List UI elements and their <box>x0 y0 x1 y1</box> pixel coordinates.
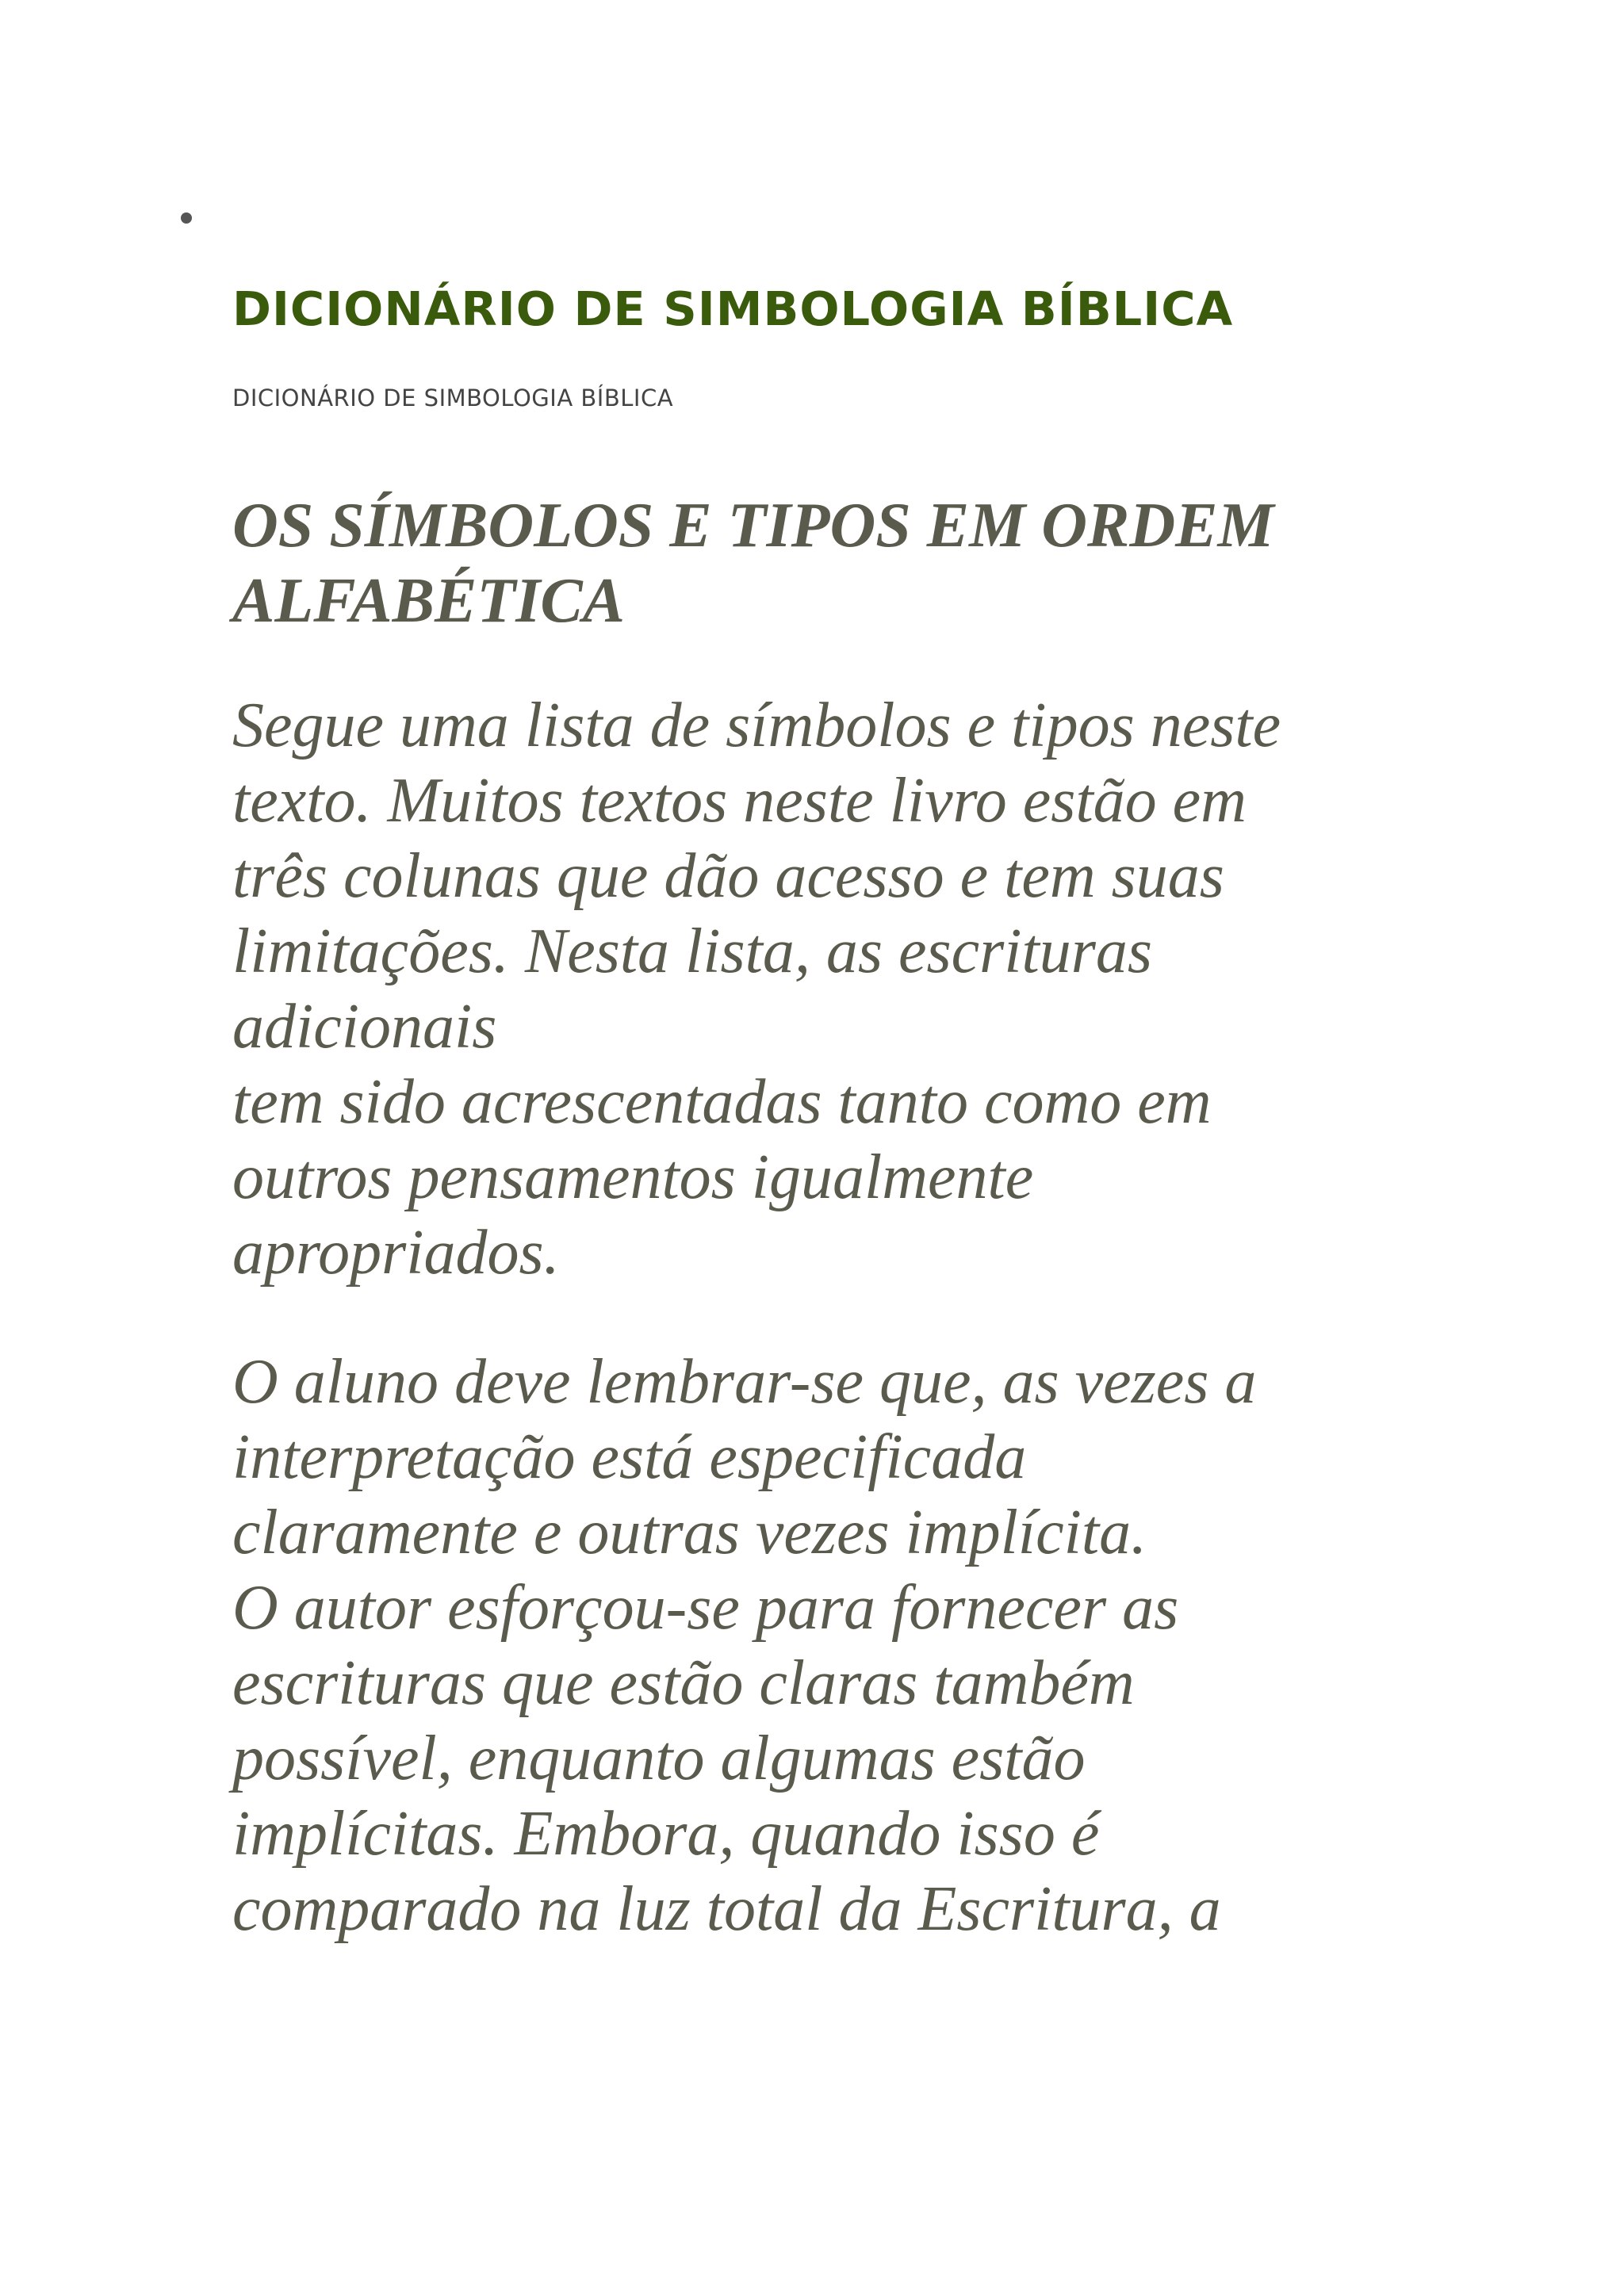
bullet-icon <box>181 212 192 224</box>
paragraph-intro: Segue uma lista de símbolos e tipos neste texto. Muitos textos neste livro estão em três colunas que dão acesso e tem suas limitações. Nesta lista, as escrituras adicionais tem sido acrescentadas tanto como em outros pensamentos igualmente apropriados. <box>232 691 1281 1288</box>
document-subtitle: DICIONÁRIO DE SIMBOLOGIA BÍBLICA <box>232 385 674 411</box>
document-content <box>232 277 1422 1947</box>
document-title: DICIONÁRIO DE SIMBOLOGIA BÍBLICA <box>232 281 1234 336</box>
section-heading: OS SÍMBOLOS E TIPOS EM ORDEM ALFABÉTICA <box>232 491 1274 636</box>
paragraph-note: O aluno deve lembrar-se que, as vezes a interpretação está especificada claramente e outras vezes implícita. O autor esforçou-se para fornecer as escrituras que estão claras também possível, enquanto algumas estão implícitas. Embora, quando isso é comparado na luz total da Escritura, a <box>232 1347 1257 1944</box>
